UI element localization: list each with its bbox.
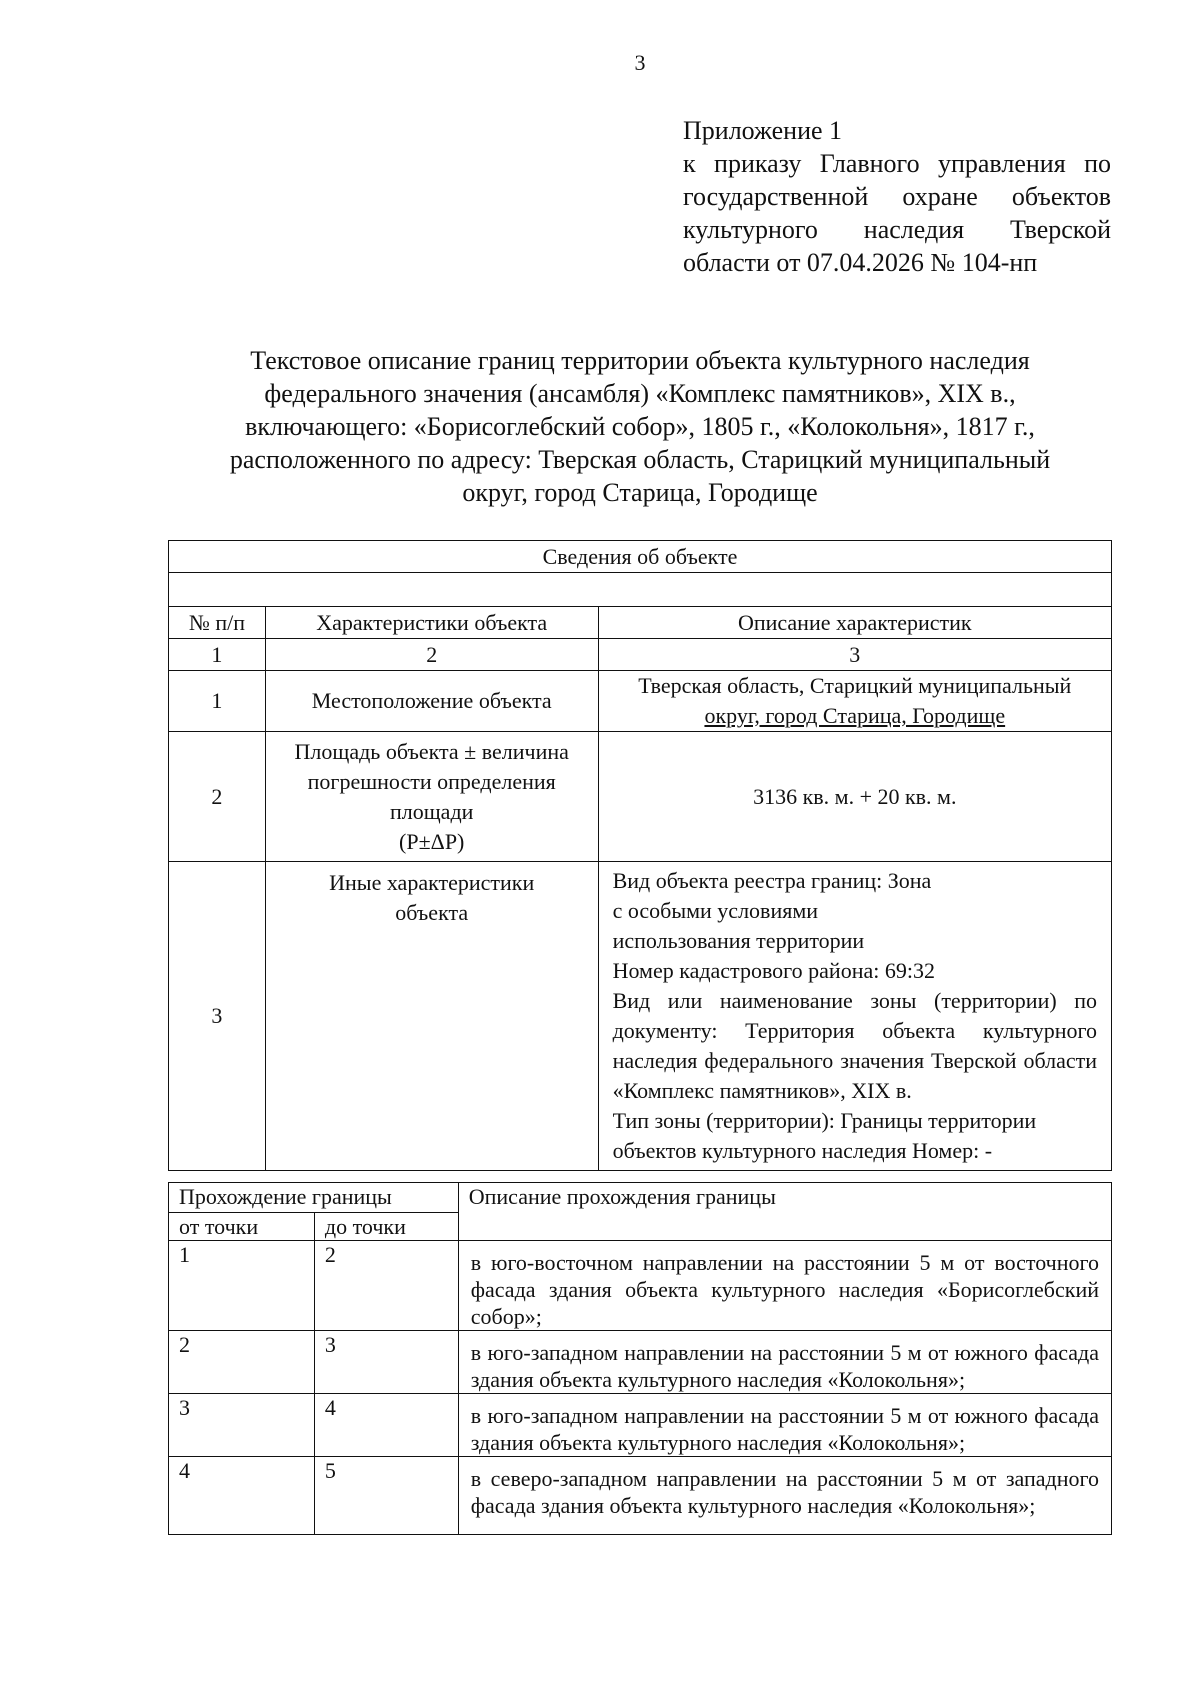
description-line: Вид или наименование зоны (территории) по документу: Территория объекта культурного наследия федерального значения Тверской области «Комплекс памятников», XIX в.	[612, 988, 1097, 1103]
area-value: 3136 кв. м. + 20 кв. м.	[598, 732, 1111, 862]
route-description: в юго-западном направлении на расстоянии 5 м от южного фасада здания объекта культурного наследия «Колокольня»;	[458, 1331, 1111, 1394]
route-description: в юго-восточном направлении на расстоянии 5 м от восточного фасада здания объекта культурного наследия «Борисоглебский собор»;	[458, 1241, 1111, 1331]
appendix-line: культурного наследия Тверской	[683, 215, 1111, 244]
characteristic-cell	[265, 732, 598, 862]
object-info-table	[168, 540, 1112, 1171]
table-row	[169, 1241, 1112, 1331]
description-line: Тип зоны (территории): Границы территории объектов культурного наследия Номер: -	[612, 1108, 1037, 1163]
column-number: 2	[265, 639, 598, 671]
boundary-route-table	[168, 1182, 1112, 1535]
description-cell	[598, 671, 1111, 732]
appendix-line: области от 07.04.2026 № 104-нп	[683, 248, 1038, 277]
row-number: 1	[169, 671, 266, 732]
table-caption: Сведения об объекте	[169, 541, 1112, 573]
title-line: округ, город Старица, Городище	[462, 478, 818, 507]
column-number: 1	[169, 639, 266, 671]
row-number: 2	[169, 732, 266, 862]
table-row	[169, 671, 1112, 732]
characteristic-line: (P±ΔP)	[399, 828, 465, 854]
page-number: 3	[634, 50, 646, 75]
description-line: Номер кадастрового района: 69:32	[612, 958, 935, 983]
document-title	[160, 344, 1120, 509]
title-line: федерального значения (ансамбля) «Комплекс памятников», XIX в.,	[264, 379, 1016, 408]
characteristic-cell	[265, 862, 598, 1171]
header-to-point: до точки	[314, 1213, 458, 1241]
characteristic-line: погрешности определения	[307, 768, 556, 794]
row-number: 3	[169, 862, 266, 1171]
to-point: 2	[314, 1241, 458, 1331]
header-description: Описание характеристик	[598, 607, 1111, 639]
from-point: 3	[169, 1394, 315, 1457]
from-point: 1	[169, 1241, 315, 1331]
title-line: расположенного по адресу: Тверская область, Старицкий муниципальный	[229, 445, 1051, 474]
characteristic-line: Площадь объекта ± величина	[294, 738, 569, 764]
column-number: 3	[598, 639, 1111, 671]
appendix-line: Приложение 1	[683, 116, 843, 145]
route-description: в северо-западном направлении на расстоянии 5 м от западного фасада здания объекта культурного наследия «Колокольня»;	[458, 1457, 1111, 1535]
description-line: использования территории	[612, 928, 865, 953]
appendix-block	[683, 114, 1111, 279]
header-route-description: Описание прохождения границы	[458, 1183, 1111, 1241]
characteristic-line: площади	[389, 798, 474, 824]
table-row	[169, 1331, 1112, 1394]
characteristic-cell: Местоположение объекта	[265, 671, 598, 732]
to-point: 4	[314, 1394, 458, 1457]
from-point: 2	[169, 1331, 315, 1394]
from-point: 4	[169, 1457, 315, 1535]
table-row	[169, 1394, 1112, 1457]
header-characteristic: Характеристики объекта	[265, 607, 598, 639]
header-number: № п/п	[169, 607, 266, 639]
description-cell	[598, 862, 1111, 1171]
route-description: в юго-западном направлении на расстоянии 5 м от южного фасада здания объекта культурного наследия «Колокольня»;	[458, 1394, 1111, 1457]
title-line: Текстовое описание границ территории объекта культурного наследия	[250, 346, 1030, 375]
header-from-point: от точки	[169, 1213, 315, 1241]
title-line: включающего: «Борисоглебский собор», 1805 г., «Колокольня», 1817 г.,	[245, 412, 1035, 441]
table-row	[169, 862, 1112, 1171]
description-line: Тверская область, Старицкий муниципальный	[638, 673, 1072, 698]
characteristic-line: Иные характеристики	[329, 870, 535, 895]
table-row	[169, 1457, 1112, 1535]
to-point: 3	[314, 1331, 458, 1394]
empty-row	[169, 573, 1112, 607]
header-route: Прохождение границы	[169, 1183, 459, 1213]
description-line: с особыми условиями	[612, 898, 819, 923]
appendix-line: к приказу Главного управления по	[683, 149, 1111, 178]
table-row	[169, 732, 1112, 862]
to-point: 5	[314, 1457, 458, 1535]
description-line: округ, город Старица, Городище	[704, 703, 1006, 728]
description-line: Вид объекта реестра границ: Зона	[612, 868, 932, 893]
characteristic-line: объекта	[395, 900, 469, 925]
appendix-line: государственной охране объектов	[683, 182, 1111, 211]
